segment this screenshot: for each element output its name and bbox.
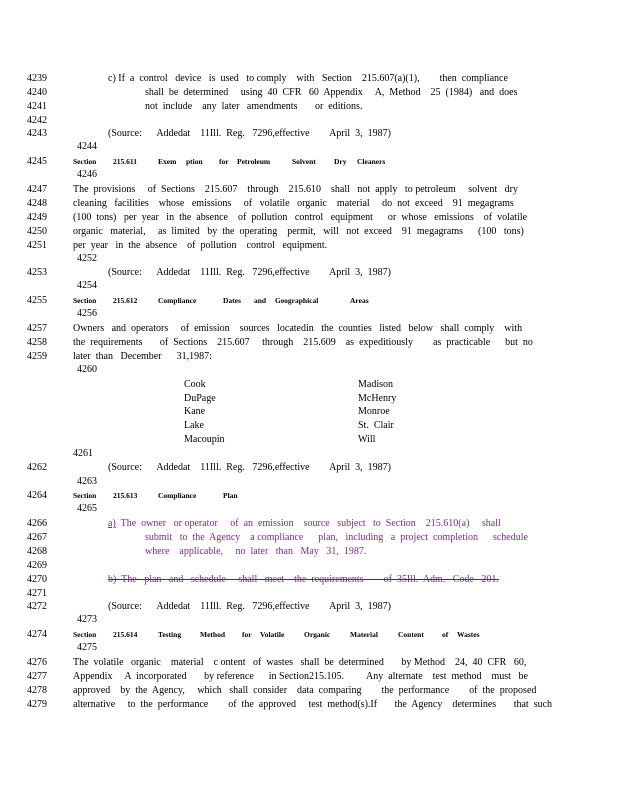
heading-word: Testing <box>158 630 182 639</box>
line-number: 4251 <box>27 240 47 251</box>
heading-word: Section <box>73 157 97 166</box>
source-note: (Source: Addedat 11Ill. Reg. 7296,effective April 3, 1987) <box>108 601 392 612</box>
line-4263 <box>0 476 618 490</box>
heading-word: Compliance <box>158 296 197 305</box>
line-text: cleaning facilities whose emissions of volatile organic material do not exceed 91 megagrams <box>73 198 514 209</box>
amended-text: submit to the Agency a compliance plan, including a project completion schedule <box>145 532 528 543</box>
line-text: shall be determined using 40 CFR 60 Appendix A, Method 25 (1984) and does <box>145 87 518 98</box>
heading-word: Volatile <box>260 630 285 639</box>
line-number: 4257 <box>27 323 47 334</box>
line-text: not include any later amendments or editions. <box>145 101 363 112</box>
heading-word: Cleaners <box>357 157 386 166</box>
line-number: 4273 <box>77 614 97 625</box>
line-number: 4272 <box>27 601 47 612</box>
line-text: Owners and operators of emission sources locatedin the counties listed below shall comply with <box>73 323 523 334</box>
line-number: 4265 <box>77 503 97 514</box>
heading-word: Petroleum <box>237 157 271 166</box>
line-number: 4255 <box>27 295 47 306</box>
line-4254 <box>0 280 618 294</box>
heading-word: Dates <box>223 296 241 305</box>
line-text: (100 tons) per year in the absence of pollution control equipment or whose emissions of volatile <box>73 212 528 223</box>
line-4277 <box>0 671 618 685</box>
line-4250 <box>0 226 618 240</box>
line-number: 4250 <box>27 226 47 237</box>
line-number: 4244 <box>77 141 97 152</box>
line-4268 <box>0 546 618 560</box>
line-4265 <box>0 503 618 517</box>
line-text: The volatile organic material c ontent of wastes shall be determined by Method 24, 40 CFR 60, <box>73 657 527 668</box>
line-4266 <box>0 518 618 532</box>
section-heading-215-614 <box>0 629 618 643</box>
line-4239 <box>0 73 618 87</box>
line-text: approved by the Agency, which shall consider data comparing the performance of the proposed <box>73 685 537 696</box>
list-marker: a) <box>108 518 116 529</box>
heading-word: Section <box>73 630 97 639</box>
heading-word: 215.611 <box>113 157 137 166</box>
section-heading-215-612 <box>0 295 618 309</box>
line-text: alternative to the performance of the approved test method(s).If the Agency determines that such <box>73 699 553 710</box>
line-4241 <box>0 101 618 115</box>
line-4249 <box>0 212 618 226</box>
heading-word: 215.614 <box>113 630 138 639</box>
line-4259 <box>0 351 618 365</box>
line-4260 <box>0 364 618 378</box>
heading-word: Exem <box>158 157 177 166</box>
line-text: The provisions of Sections 215.607 through 215.610 shall not apply to petroleum solvent dry <box>73 184 518 195</box>
heading-word: Method <box>200 630 225 639</box>
county-name: Cook <box>184 379 206 390</box>
line-4251 <box>0 240 618 254</box>
line-4244 <box>0 141 618 155</box>
line-4275 <box>0 642 618 656</box>
heading-word: of <box>442 630 449 639</box>
heading-word: Plan <box>223 491 238 500</box>
line-number: 4243 <box>27 128 47 139</box>
line-number: 4266 <box>27 518 47 529</box>
line-number: 4260 <box>77 364 97 375</box>
line-4253 <box>0 267 618 281</box>
section-heading-215-611 <box>0 156 618 170</box>
line-number: 4278 <box>27 685 47 696</box>
line-4246 <box>0 169 618 183</box>
line-4258 <box>0 337 618 351</box>
line-number: 4241 <box>27 101 47 112</box>
county-name: McHenry <box>358 393 397 404</box>
line-number: 4277 <box>27 671 47 682</box>
heading-word: Dry <box>334 157 347 166</box>
heading-word: Section <box>73 491 97 500</box>
county-name: DuPage <box>184 393 216 404</box>
line-number: 4261 <box>73 448 93 459</box>
line-number: 4259 <box>27 351 47 362</box>
line-text: the requirements of Sections 215.607 through 215.609 as expeditiously as practicable but no <box>73 337 533 348</box>
heading-word: and <box>254 296 267 305</box>
line-4278 <box>0 685 618 699</box>
line-number: 4274 <box>27 629 47 640</box>
line-number: 4245 <box>27 156 47 167</box>
heading-word: Areas <box>350 296 369 305</box>
line-number: 4240 <box>27 87 47 98</box>
county-name: St. Clair <box>358 420 394 431</box>
line-number: 4247 <box>27 184 47 195</box>
line-number: 4267 <box>27 532 47 543</box>
line-text: later than December 31,1987: <box>73 351 212 362</box>
line-4261 <box>0 448 618 462</box>
line-number: 4254 <box>77 280 97 291</box>
line-4279 <box>0 699 618 713</box>
line-number: 4269 <box>27 560 47 571</box>
heading-word: ption <box>186 157 203 166</box>
line-4257 <box>0 323 618 337</box>
line-number: 4271 <box>27 588 47 599</box>
heading-word: 215.612 <box>113 296 138 305</box>
line-number: 4252 <box>77 253 97 264</box>
source-note: (Source: Addedat 11Ill. Reg. 7296,effective April 3, 1987) <box>108 462 392 473</box>
county-name: Madison <box>358 379 393 390</box>
line-number: 4270 <box>27 574 47 585</box>
line-4256 <box>0 308 618 322</box>
line-4272 <box>0 601 618 615</box>
amended-text <box>108 518 501 530</box>
line-number: 4256 <box>77 308 97 319</box>
county-name: Macoupin <box>184 434 225 445</box>
line-4252 <box>0 253 618 267</box>
line-text: c) If a control device is used to comply with Section 215.607(a)(1), then compliance <box>108 73 508 84</box>
line-4262 <box>0 462 618 476</box>
county-name: Monroe <box>358 406 390 417</box>
heading-word: for <box>242 630 252 639</box>
heading-word: Compliance <box>158 491 197 500</box>
section-heading-215-613 <box>0 490 618 504</box>
line-number: 4239 <box>27 73 47 84</box>
line-number: 4264 <box>27 490 47 501</box>
source-note: (Source: Addedat 11Ill. Reg. 7296,effective April 3, 1987) <box>108 128 392 139</box>
line-number: 4263 <box>77 476 97 487</box>
heading-word: Organic <box>304 630 331 639</box>
line-4276 <box>0 657 618 671</box>
line-text: per year in the absence of pollution control equipment. <box>73 240 328 251</box>
line-number: 4249 <box>27 212 47 223</box>
line-4242 <box>0 115 618 129</box>
line-4248 <box>0 198 618 212</box>
deleted-text: b) The plan and schedule shall meet the requirements of 35Ill. Adm. Code 201. <box>108 574 499 585</box>
county-name: Lake <box>184 420 204 431</box>
line-4243 <box>0 128 618 142</box>
heading-word: Geographical <box>275 296 319 305</box>
line-number: 4268 <box>27 546 47 557</box>
line-4240 <box>0 87 618 101</box>
line-number: 4248 <box>27 198 47 209</box>
line-number: 4242 <box>27 115 47 126</box>
line-number: 4275 <box>77 642 97 653</box>
line-number: 4276 <box>27 657 47 668</box>
heading-word: Content <box>398 630 424 639</box>
line-number: 4253 <box>27 267 47 278</box>
county-name: Kane <box>184 406 206 417</box>
line-number: 4246 <box>77 169 97 180</box>
source-note: (Source: Addedat 11Ill. Reg. 7296,effective April 3, 1987) <box>108 267 392 278</box>
heading-word: Section <box>73 296 97 305</box>
heading-word: Solvent <box>292 157 316 166</box>
line-4247 <box>0 184 618 198</box>
line-number: 4262 <box>27 462 47 473</box>
heading-word: for <box>219 157 229 166</box>
line-number: 4279 <box>27 699 47 710</box>
county-name: Will <box>358 434 376 445</box>
line-4267 <box>0 532 618 546</box>
line-text: organic material, as limited by the operating permit, will not exceed 91 megagrams (100 tons) <box>73 226 524 237</box>
line-text: The owner or operator of an emission source subject to Section 215.610(a) shall <box>115 518 501 529</box>
line-text: Appendix A incorporated by reference in Section215.105. Any alternate test method must be <box>73 671 528 682</box>
line-number: 4258 <box>27 337 47 348</box>
line-4273 <box>0 614 618 628</box>
heading-word: 215.613 <box>113 491 138 500</box>
amended-text: where applicable, no later than May 31, 1987. <box>145 546 367 557</box>
heading-word: Wastes <box>457 630 480 639</box>
heading-word: Material <box>350 630 378 639</box>
line-4270 <box>0 574 618 588</box>
line-4269 <box>0 560 618 574</box>
line-4271 <box>0 588 618 602</box>
